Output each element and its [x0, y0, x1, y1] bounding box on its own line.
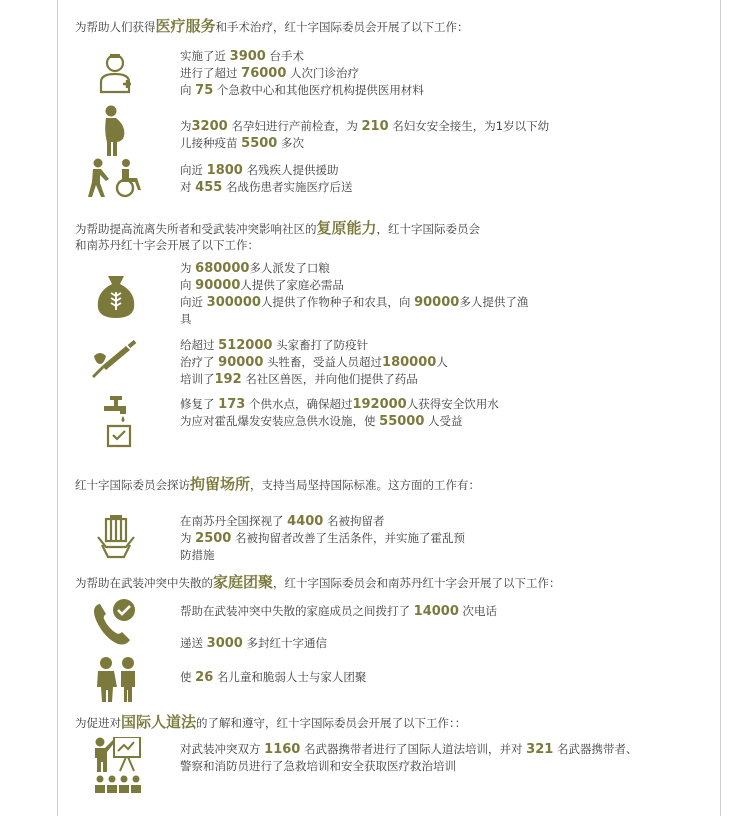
water-tap-icon	[104, 396, 134, 448]
ihl-item-2: 警察和消防员进行了急救培训和安全获取医疗救治培训	[180, 759, 456, 773]
pregnant-woman-icon	[97, 104, 133, 158]
medical-item-6: 向近 1800 名残疾人提供援助	[180, 163, 339, 178]
livestock-vaccine-icon	[88, 340, 140, 380]
detention-item-1: 在南苏丹全国探视了 4400 名被拘留者	[180, 514, 385, 529]
medical-item-5: 儿接种疫苗 5500 多次	[180, 136, 304, 151]
detention-care-icon	[96, 515, 136, 561]
resilience-item-1: 为 680000多人派发了口粮	[180, 261, 330, 276]
resilience-intro: 为帮助提高流离失所者和受武装冲突影响社区的复原能力，红十字国际委员会	[75, 219, 481, 237]
family-item-2: 递送 3000 多封红十字通信	[180, 636, 327, 651]
ihl-intro: 为促进对国际人道法的了解和遵守，红十字国际委员会开展了以下工作：：	[75, 713, 467, 731]
family-item-3: 使 26 名儿童和脆弱人士与家人团聚	[180, 670, 367, 685]
grain-sack-icon	[94, 272, 138, 320]
training-icon	[92, 737, 142, 793]
phone-check-icon	[92, 598, 138, 646]
doctor-icon	[93, 50, 137, 94]
resilience-item-3: 向近 300000人提供了作物种子和农具，向 90000多人提供了渔	[180, 295, 529, 310]
medical-item-4: 为3200 名孕妇进行产前检查，为 210 名妇女安全接生，为1岁以下幼	[180, 119, 550, 134]
detention-item-3: 防措施	[180, 548, 215, 562]
resilience-item-2: 向 90000人提供了家庭必需品	[180, 278, 344, 293]
medical-item-1: 实施了近 3900 台手术	[180, 49, 304, 64]
medical-intro: 为帮助人们获得医疗服务和手术治疗，红十字国际委员会开展了以下工作：	[75, 17, 469, 35]
resilience-item-4: 具	[180, 312, 192, 326]
resilience-item-9: 为应对霍乱爆发安装应急供水设施，使 55000 人受益	[180, 414, 463, 429]
detention-intro: 红十字国际委员会探访拘留场所，支持当局坚持国际标准。这方面的工作有：	[75, 475, 481, 493]
resilience-item-8: 修复了 173 个供水点，确保超过192000人获得安全饮用水	[180, 397, 499, 412]
medical-item-3: 向 75 个急救中心和其他医疗机构提供医用材料	[180, 83, 424, 98]
detention-item-2: 为 2500 名被拘留者改善了生活条件，并实施了霍乱预	[180, 531, 465, 546]
family-icon	[94, 656, 140, 702]
ihl-item-1: 对武装冲突双方 1160 名武器携带者进行了国际人道法培训，并对 321 名武器携带者、	[180, 742, 638, 757]
resilience-item-6: 治疗了 90000 头牲畜，受益人员超过180000人	[180, 355, 448, 370]
resilience-item-7: 培训了192 名社区兽医，并向他们提供了药品	[180, 372, 418, 387]
resilience-intro-2: 和南苏丹红十字会开展了以下工作：	[75, 238, 259, 252]
family-intro: 为帮助在武装冲突中失散的家庭团聚，红十字国际委员会和南苏丹红十字会开展了以下工作：	[75, 573, 561, 591]
disabled-person-icon	[88, 158, 142, 198]
resilience-item-5: 给超过 512000 头家畜打了防疫针	[180, 338, 369, 353]
medical-item-7: 对 455 名战伤患者实施医疗后送	[180, 180, 353, 195]
medical-item-2: 进行了超过 76000 人次门诊治疗	[180, 66, 360, 81]
family-item-1: 帮助在武装冲突中失散的家庭成员之间拨打了 14000 次电话	[180, 604, 498, 619]
